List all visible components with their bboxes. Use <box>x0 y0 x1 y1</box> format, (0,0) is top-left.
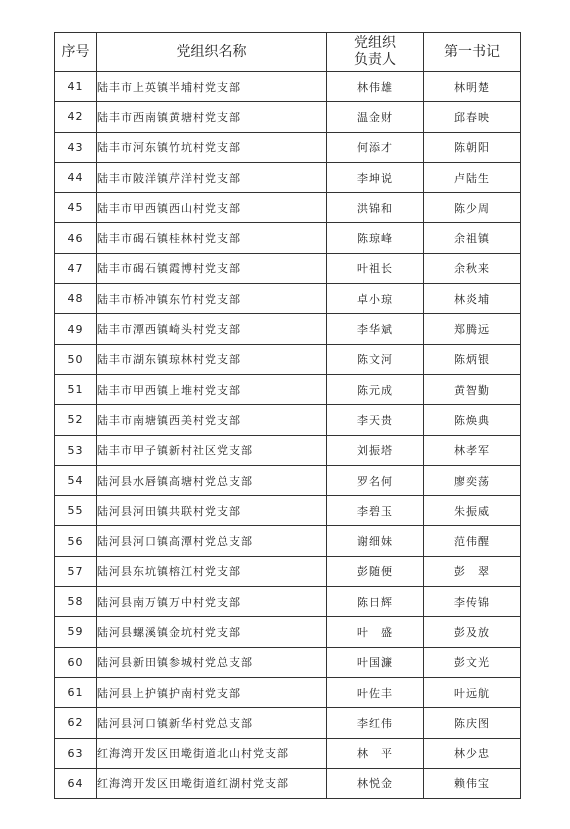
organization-leader-cell: 叶国濂 <box>327 647 424 677</box>
serial-number-cell: 47 <box>55 253 97 283</box>
serial-number-cell: 44 <box>55 162 97 192</box>
first-secretary-cell: 彭 翠 <box>424 556 521 586</box>
table-row <box>55 72 521 102</box>
serial-number-cell: 58 <box>55 587 97 617</box>
header-row <box>55 33 521 72</box>
serial-number-cell: 63 <box>55 738 97 768</box>
first-secretary-cell: 陈炳银 <box>424 344 521 374</box>
organization-leader-cell: 林悦金 <box>327 768 424 798</box>
organization-name-cell: 陆河县河口镇高潭村党总支部 <box>97 526 327 556</box>
party-organization-table <box>54 32 521 799</box>
first-secretary-cell: 廖奕荡 <box>424 465 521 495</box>
table-row <box>55 284 521 314</box>
first-secretary-cell: 彭及放 <box>424 617 521 647</box>
organization-leader-cell: 刘振塔 <box>327 435 424 465</box>
table-row <box>55 647 521 677</box>
first-secretary-cell: 范伟醒 <box>424 526 521 556</box>
table-row <box>55 496 521 526</box>
header-leader-line1: 党组织 <box>354 35 396 51</box>
table-row <box>55 405 521 435</box>
organization-leader-cell: 李碧玉 <box>327 496 424 526</box>
organization-name-cell: 陆河县河口镇新华村党总支部 <box>97 708 327 738</box>
organization-leader-cell: 谢细妹 <box>327 526 424 556</box>
first-secretary-cell: 卢陆生 <box>424 162 521 192</box>
serial-number-cell: 56 <box>55 526 97 556</box>
serial-number-cell: 64 <box>55 768 97 798</box>
serial-number-cell: 41 <box>55 72 97 102</box>
serial-number-cell: 42 <box>55 102 97 132</box>
serial-number-cell: 43 <box>55 132 97 162</box>
header-organization-name: 党组织名称 <box>97 33 327 72</box>
organization-leader-cell: 林 平 <box>327 738 424 768</box>
organization-name-cell: 陆丰市西南镇黄塘村党支部 <box>97 102 327 132</box>
first-secretary-cell: 陈朝阳 <box>424 132 521 162</box>
organization-name-cell: 陆河县螺溪镇金坑村党支部 <box>97 617 327 647</box>
organization-leader-cell: 陈琼峰 <box>327 223 424 253</box>
table-row <box>55 677 521 707</box>
organization-leader-cell: 陈日辉 <box>327 587 424 617</box>
organization-name-cell: 陆丰市南塘镇西美村党支部 <box>97 405 327 435</box>
header-serial-number: 序号 <box>55 33 97 72</box>
organization-name-cell: 陆丰市桥冲镇东竹村党支部 <box>97 284 327 314</box>
table-row <box>55 768 521 798</box>
organization-leader-cell: 卓小琼 <box>327 284 424 314</box>
organization-name-cell: 红海湾开发区田墘街道红湖村党支部 <box>97 768 327 798</box>
organization-leader-cell: 何添才 <box>327 132 424 162</box>
table-row <box>55 102 521 132</box>
first-secretary-cell: 林炎埔 <box>424 284 521 314</box>
organization-name-cell: 陆丰市湖东镇琼林村党支部 <box>97 344 327 374</box>
organization-leader-cell: 彭随便 <box>327 556 424 586</box>
table-row <box>55 223 521 253</box>
first-secretary-cell: 陈焕典 <box>424 405 521 435</box>
serial-number-cell: 52 <box>55 405 97 435</box>
table-row <box>55 344 521 374</box>
organization-name-cell: 陆丰市甲西镇上堆村党支部 <box>97 374 327 404</box>
serial-number-cell: 62 <box>55 708 97 738</box>
organization-leader-cell: 洪锦和 <box>327 193 424 223</box>
serial-number-cell: 48 <box>55 284 97 314</box>
table-row <box>55 435 521 465</box>
header-first-secretary: 第一书记 <box>424 33 521 72</box>
organization-leader-cell: 叶祖长 <box>327 253 424 283</box>
organization-leader-cell: 叶佐丰 <box>327 677 424 707</box>
first-secretary-cell: 陈庆图 <box>424 708 521 738</box>
first-secretary-cell: 叶远航 <box>424 677 521 707</box>
table-header <box>55 33 521 72</box>
organization-name-cell: 陆丰市陂洋镇芹洋村党支部 <box>97 162 327 192</box>
table-row <box>55 314 521 344</box>
serial-number-cell: 45 <box>55 193 97 223</box>
organization-name-cell: 陆丰市上英镇半埔村党支部 <box>97 72 327 102</box>
first-secretary-cell: 郑腾远 <box>424 314 521 344</box>
first-secretary-cell: 余秋来 <box>424 253 521 283</box>
table-row <box>55 556 521 586</box>
organization-leader-cell: 陈文河 <box>327 344 424 374</box>
first-secretary-cell: 彭文光 <box>424 647 521 677</box>
table-row <box>55 162 521 192</box>
serial-number-cell: 60 <box>55 647 97 677</box>
header-leader-line2: 负责人 <box>354 52 396 68</box>
table-row <box>55 465 521 495</box>
organization-name-cell: 陆河县新田镇参城村党总支部 <box>97 647 327 677</box>
table-row <box>55 617 521 647</box>
organization-leader-cell: 温金财 <box>327 102 424 132</box>
organization-leader-cell: 叶 盛 <box>327 617 424 647</box>
organization-name-cell: 陆丰市碣石镇桂林村党支部 <box>97 223 327 253</box>
organization-name-cell: 陆河县河田镇共联村党支部 <box>97 496 327 526</box>
organization-leader-cell: 李坤说 <box>327 162 424 192</box>
first-secretary-cell: 林明楚 <box>424 72 521 102</box>
organization-leader-cell: 李华斌 <box>327 314 424 344</box>
organization-leader-cell: 陈元成 <box>327 374 424 404</box>
first-secretary-cell: 朱振威 <box>424 496 521 526</box>
first-secretary-cell: 黄智勤 <box>424 374 521 404</box>
serial-number-cell: 51 <box>55 374 97 404</box>
organization-name-cell: 陆河县上护镇护南村党支部 <box>97 677 327 707</box>
organization-name-cell: 陆河县水唇镇高塘村党总支部 <box>97 465 327 495</box>
table-row <box>55 738 521 768</box>
first-secretary-cell: 余祖镇 <box>424 223 521 253</box>
organization-name-cell: 陆丰市碣石镇霞博村党支部 <box>97 253 327 283</box>
organization-name-cell: 陆河县东坑镇榕江村党支部 <box>97 556 327 586</box>
organization-name-cell: 红海湾开发区田墘街道北山村党支部 <box>97 738 327 768</box>
organization-leader-cell: 林伟雄 <box>327 72 424 102</box>
table-row <box>55 526 521 556</box>
organization-name-cell: 陆丰市河东镇竹坑村党支部 <box>97 132 327 162</box>
table-row <box>55 708 521 738</box>
first-secretary-cell: 林孝军 <box>424 435 521 465</box>
header-organization-leader <box>327 33 424 72</box>
table-row <box>55 132 521 162</box>
serial-number-cell: 59 <box>55 617 97 647</box>
first-secretary-cell: 赖伟宝 <box>424 768 521 798</box>
first-secretary-cell: 陈少周 <box>424 193 521 223</box>
serial-number-cell: 50 <box>55 344 97 374</box>
first-secretary-cell: 林少忠 <box>424 738 521 768</box>
serial-number-cell: 49 <box>55 314 97 344</box>
organization-leader-cell: 李红伟 <box>327 708 424 738</box>
serial-number-cell: 53 <box>55 435 97 465</box>
organization-name-cell: 陆丰市甲子镇新村社区党支部 <box>97 435 327 465</box>
organization-leader-cell: 李天贵 <box>327 405 424 435</box>
serial-number-cell: 57 <box>55 556 97 586</box>
serial-number-cell: 46 <box>55 223 97 253</box>
first-secretary-cell: 李传锦 <box>424 587 521 617</box>
table-row <box>55 193 521 223</box>
serial-number-cell: 55 <box>55 496 97 526</box>
organization-name-cell: 陆丰市潭西镇崎头村党支部 <box>97 314 327 344</box>
table-row <box>55 374 521 404</box>
organization-name-cell: 陆丰市甲西镇西山村党支部 <box>97 193 327 223</box>
table-row <box>55 253 521 283</box>
organization-leader-cell: 罗名何 <box>327 465 424 495</box>
serial-number-cell: 54 <box>55 465 97 495</box>
organization-name-cell: 陆河县南万镇万中村党支部 <box>97 587 327 617</box>
table-row <box>55 587 521 617</box>
serial-number-cell: 61 <box>55 677 97 707</box>
table-body <box>55 72 521 799</box>
first-secretary-cell: 邱春映 <box>424 102 521 132</box>
